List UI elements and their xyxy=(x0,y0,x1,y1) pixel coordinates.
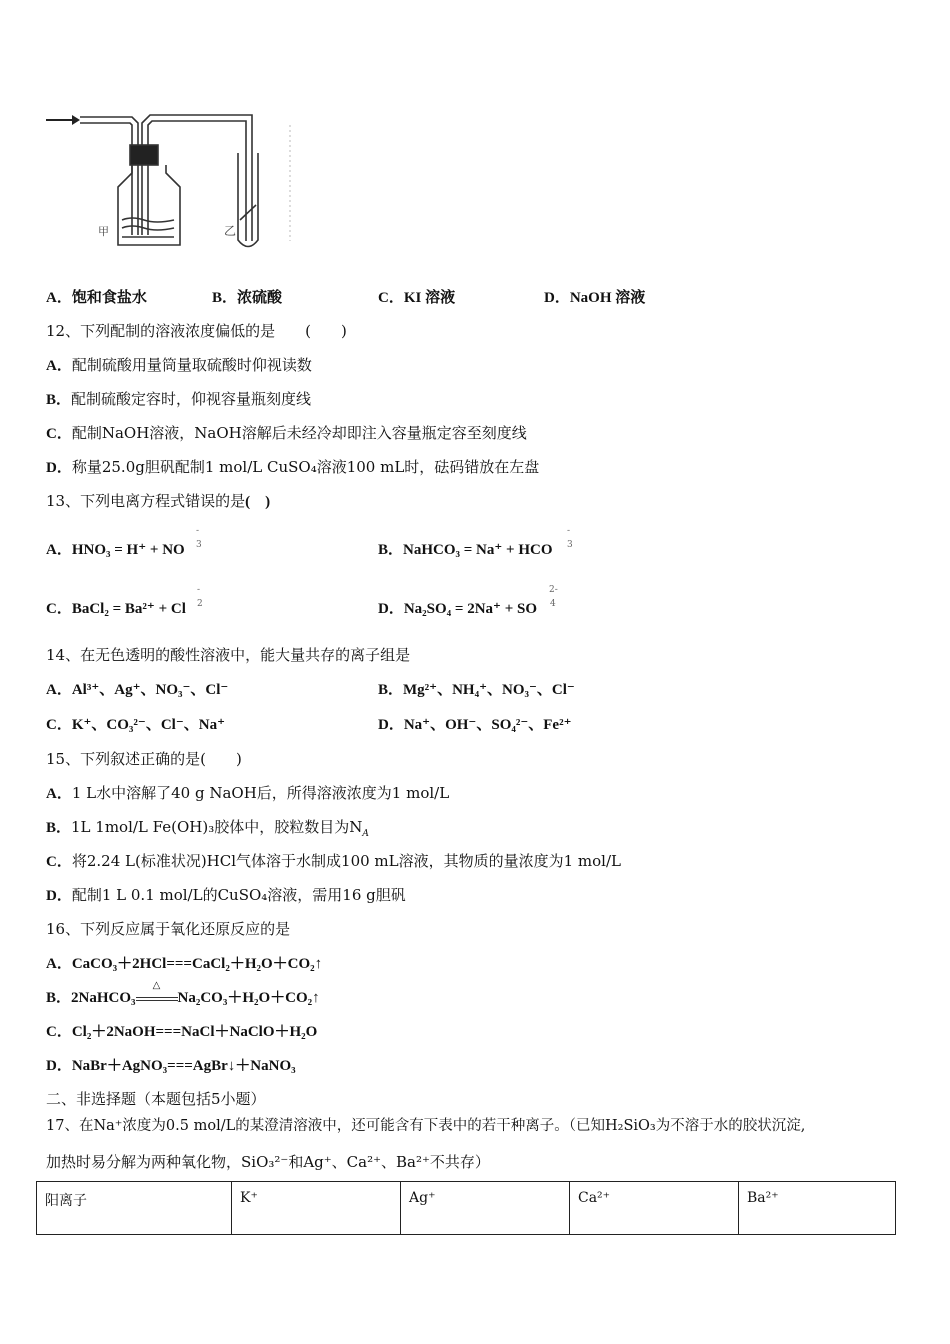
test-tube xyxy=(238,153,258,247)
label-yi: 乙 xyxy=(224,224,237,238)
q15-option-d: D．配制1 L 0.1 mol/L的CuSO₄溶液，需用16 g胆矾 xyxy=(46,886,406,904)
table-cell: K⁺ xyxy=(232,1182,401,1235)
inlet-arrow-icon xyxy=(46,115,80,125)
q16-option-c: C．Cl₂＋2NaOH===NaCl＋NaClO＋H₂O xyxy=(46,1024,318,1040)
section-heading: 二、非选择题（本题包括5小题） xyxy=(46,1090,266,1108)
q16-stem: 16、下列反应属于氧化还原反应的是 xyxy=(46,920,291,938)
q15-option-b: B．1L 1mol/L Fe(OH)₃胶体中，胶粒数目为$N_A$ xyxy=(46,818,369,839)
q17-line2: 加热时易分解为两种氧化物，SiO₃²⁻和Ag⁺、Ca²⁺、Ba²⁺不共存） xyxy=(46,1153,490,1171)
ion-table xyxy=(36,1181,896,1235)
q13-option-c: C．BaCl₂ = Ba²⁺ + Cl xyxy=(46,601,186,617)
q13-b-charge: - xyxy=(567,526,571,536)
heating-condition: △ xyxy=(136,990,178,1007)
table-cell: Ag⁺ xyxy=(401,1182,570,1235)
q11-option-d: D．NaOH 溶液 xyxy=(544,290,646,306)
q11-option-b: B．浓硫酸 xyxy=(212,290,283,306)
q14-stem: 14、在无色透明的酸性溶液中，能大量共存的离子组是 xyxy=(46,646,411,664)
label-jia: 甲 xyxy=(98,225,109,238)
q13-d-subscript: 4 xyxy=(550,599,556,609)
q15-option-a: A．1 L水中溶解了40 g NaOH后，所得溶液浓度为1 mol/L xyxy=(46,784,450,802)
q16-option-a: A．CaCO₃＋2HCl===CaCl₂＋H₂O＋CO₂↑ xyxy=(46,956,323,972)
q13-option-a: A．HNO₃ = H⁺ + NO xyxy=(46,542,185,558)
q12-option-a: A．配制硫酸用量筒量取硫酸时仰视读数 xyxy=(46,356,312,374)
table-cell: Ba²⁺ xyxy=(739,1182,896,1235)
q16-option-d: D．NaBr＋AgNO₃===AgBr↓＋NaNO₃ xyxy=(46,1058,296,1074)
q14-option-c: C．K⁺、CO₃²⁻、Cl⁻、Na⁺ xyxy=(46,717,226,733)
q13-a-subscript: 3 xyxy=(196,540,202,550)
q13-option-d: D．Na₂SO₄ = 2Na⁺ + SO xyxy=(378,601,538,617)
table-cell: Ca²⁺ xyxy=(570,1182,739,1235)
q12-option-d: D．称量25.0g胆矾配制1 mol/L CuSO₄溶液100 mL时，砝码错放在左盘 xyxy=(46,458,540,476)
q12-stem: 12、下列配制的溶液浓度偏低的是 ( ) xyxy=(46,322,347,340)
q13-c-charge: - xyxy=(197,585,201,595)
q11-option-a: A．饱和食盐水 xyxy=(46,290,147,306)
gas-washing-apparatus-figure xyxy=(40,95,300,255)
q13-c-subscript: 2 xyxy=(197,599,203,609)
table-row xyxy=(37,1182,896,1235)
q15-stem: 15、下列叙述正确的是( ) xyxy=(46,750,242,768)
q17-line1: 17、在Na⁺浓度为0.5 mol/L的某澄清溶液中，还可能含有下表中的若干种离子。（已知H₂SiO₃为不溶于水的胶状沉淀, xyxy=(46,1118,806,1134)
q13-a-charge: - xyxy=(196,526,200,536)
q14-option-a: A．Al³⁺、Ag⁺、NO₃⁻、Cl⁻ xyxy=(46,682,229,698)
q11-option-c: C．KI 溶液 xyxy=(378,290,456,306)
q12-option-b: B．配制硫酸定容时，仰视容量瓶刻度线 xyxy=(46,390,312,408)
q16-option-b: B．2NaHCO₃ △ Na₂CO₃＋H₂O＋CO₂↑ xyxy=(46,980,320,1006)
q13-option-b: B．NaHCO₃ = Na⁺ + HCO xyxy=(378,542,553,558)
q13-b-subscript: 3 xyxy=(567,540,573,550)
q15-option-c: C．将2.24 L(标准状况)HCl气体溶于水制成100 mL溶液，其物质的量浓度为1 mol/L xyxy=(46,852,621,870)
q13-d-charge: 2- xyxy=(549,585,558,595)
q14-option-b: B．Mg²⁺、NH₄⁺、NO₃⁻、Cl⁻ xyxy=(378,682,575,698)
q13-stem: 13、下列电离方程式错误的是( ) xyxy=(46,492,271,510)
q14-option-d: D．Na⁺、OH⁻、SO₄²⁻、Fe²⁺ xyxy=(378,717,572,733)
table-cell: 阳离子 xyxy=(37,1182,232,1235)
q12-option-c: C．配制NaOH溶液，NaOH溶解后未经冷却即注入容量瓶定容至刻度线 xyxy=(46,424,527,442)
